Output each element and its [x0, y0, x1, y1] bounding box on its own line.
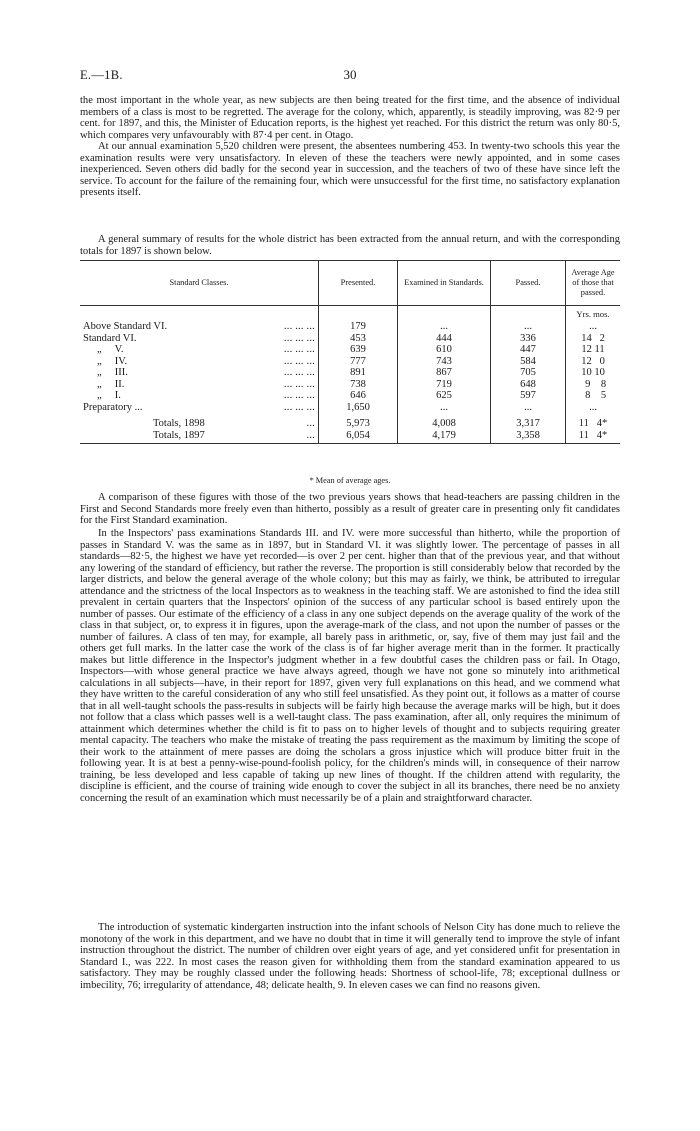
row-label: „ V.	[97, 344, 124, 355]
row-label: „ II.	[97, 378, 125, 390]
page-header	[80, 68, 620, 82]
cell-age-years: 10	[581, 367, 592, 378]
cell-presented: 646	[319, 390, 398, 402]
cell-examined: ...	[398, 321, 491, 333]
row-label: „ III.	[97, 367, 128, 378]
cell-passed: 584	[491, 356, 566, 368]
cell-age	[566, 390, 621, 402]
cell-age-months: ...	[589, 401, 597, 413]
col-header-examined: Examined in Standards.	[398, 261, 491, 306]
cell-age-years: 14	[581, 332, 592, 344]
cell-examined: 625	[398, 390, 491, 402]
cell-passed: 597	[491, 390, 566, 402]
results-table-container	[80, 260, 620, 444]
cell-age-years: 11	[578, 429, 589, 441]
cell-age-months: 2	[599, 332, 605, 344]
table-row	[80, 321, 620, 333]
totals-leader-dots: ...	[306, 429, 315, 441]
cell-presented: 1,650	[319, 402, 398, 414]
cell-presented: 738	[319, 379, 398, 391]
table-row	[80, 379, 620, 391]
cell-age	[566, 379, 621, 391]
cell-examined: 719	[398, 379, 491, 391]
table-row	[80, 356, 620, 368]
row-leader-dots: ... ... ...	[283, 378, 315, 390]
paragraph-6: The introduction of systematic kindergarten instruction into the infant schools of Nelson City has done much to relieve the monotony of the work in this department, and we have no doubt that in time it will generally tend to improve the style of infant instruction throughout the district. The number of children over eight years of age, and yet considered unfit for presentation in Standard I., was 222. In most cases the reason given for withholding them from the standard examination appeared to us satisfactory. They may be roughly classed under the following heads: Shortness of school-life, 78; exceptional dullness or imbecility, 76; irregularity of attendance, 48; delicate health, 9. In eleven cases we can find no reasons given.	[80, 922, 620, 991]
row-leader-dots: ... ... ...	[283, 355, 315, 367]
cell-age-months: 8	[600, 378, 607, 390]
table-header-row	[80, 261, 620, 306]
cell-age-years: 12	[581, 344, 592, 355]
table-footnote: * Mean of average ages.	[309, 476, 391, 485]
cell-age	[566, 321, 621, 333]
totals-label: Totals, 1897	[153, 429, 205, 441]
table-row	[80, 390, 620, 402]
cell-passed: 3,358	[491, 430, 566, 444]
row-leader-dots: ... ... ...	[283, 321, 315, 332]
cell-age	[566, 333, 621, 345]
cell-passed: 336	[491, 333, 566, 345]
row-leader-dots: ... ... ...	[283, 390, 315, 401]
table-row	[80, 402, 620, 414]
cell-presented: 179	[319, 321, 398, 333]
totals-leader-dots: ...	[306, 418, 315, 429]
cell-age-years: 11	[578, 418, 589, 429]
results-summary-table	[80, 260, 620, 444]
cell-age	[566, 418, 621, 430]
cell-age-months: 5	[600, 390, 607, 401]
table-subheader-row	[80, 306, 620, 322]
cell-presented: 777	[319, 356, 398, 368]
document-reference: E.—1B.	[80, 68, 123, 82]
cell-examined: ...	[398, 402, 491, 414]
cell-age	[566, 430, 621, 444]
cell-age-months: 4*	[596, 418, 608, 429]
row-leader-dots: ... ... ...	[283, 367, 315, 378]
age-unit-label: Yrs. mos.	[576, 309, 610, 320]
cell-presented: 453	[319, 333, 398, 345]
cell-age	[566, 402, 621, 414]
cell-age-years: 8	[585, 390, 591, 401]
row-leader-dots: ... ... ...	[283, 344, 315, 355]
cell-passed: 648	[491, 379, 566, 391]
col-header-passed: Passed.	[491, 261, 566, 306]
totals-label: Totals, 1898	[153, 418, 205, 429]
row-label: „ I.	[97, 390, 121, 401]
cell-presented: 639	[319, 344, 398, 356]
row-leader-dots: ... ... ...	[283, 401, 315, 413]
row-label: Standard VI.	[83, 332, 137, 344]
cell-age-months: 10	[594, 367, 605, 378]
cell-age-years: 12	[581, 355, 592, 367]
cell-passed: 447	[491, 344, 566, 356]
cell-age	[566, 344, 621, 356]
paragraph-1: the most important in the whole year, as new subjects are then being treated for the first time, and the absence of individual members of a class is most to be regretted. The average for the colony, which, apparently, is steadily improving, was 82·9 per cent. for 1897, and this, the Minister of Education reports, is the highest yet reached. For this district the return was only 80·5, which compares very unfavourably with 87·4 per cent. in Otago.	[80, 95, 620, 141]
cell-age	[566, 356, 621, 368]
table-row	[80, 344, 620, 356]
row-label: „ IV.	[97, 355, 128, 367]
cell-passed: ...	[491, 321, 566, 333]
cell-age-months: 0	[599, 355, 605, 367]
totals-row	[80, 430, 620, 444]
cell-examined: 4,179	[398, 430, 491, 444]
cell-age-months: ...	[589, 321, 597, 332]
paragraph-4: A comparison of these figures with those of the two previous years shows that head-teachers are passing children in the First and Second Standards more freely even than hitherto, possibly as a result of greater care in presenting only fit candidates for the First Standard examination.	[80, 492, 620, 526]
row-label: Preparatory ...	[83, 401, 143, 413]
cell-presented: 5,973	[319, 418, 398, 430]
cell-examined: 610	[398, 344, 491, 356]
cell-age-years: 9	[585, 378, 591, 390]
col-header-age: Average Age of those that passed.	[566, 261, 621, 306]
row-label: Above Standard VI.	[83, 321, 168, 332]
cell-examined: 444	[398, 333, 491, 345]
table-row	[80, 367, 620, 379]
page-number: 30	[343, 67, 357, 82]
cell-presented: 6,054	[319, 430, 398, 444]
cell-presented: 891	[319, 367, 398, 379]
cell-examined: 867	[398, 367, 491, 379]
row-leader-dots: ... ... ...	[283, 332, 315, 344]
paragraph-3: A general summary of results for the whole district has been extracted from the annual return, and with the corresponding totals for 1897 is shown below.	[80, 234, 620, 257]
cell-age-months: 11	[594, 344, 605, 355]
paragraph-2: At our annual examination 5,520 children were present, the absentees numbering 453. In twenty-two schools this year the examination results were very unsatisfactory. In eleven of these the teachers were newly appointed, and in some cases inexperienced. Seven others did badly for the second year in succession, and the teachers of two of these have since left the service. To account for the failure of the remaining four, which were unsuccessful for the first time, no satisfactory explanation presents itself.	[80, 141, 620, 198]
table-row	[80, 333, 620, 345]
cell-passed: 705	[491, 367, 566, 379]
cell-examined: 4,008	[398, 418, 491, 430]
cell-age-months: 4*	[596, 429, 608, 441]
cell-passed: ...	[491, 402, 566, 414]
col-header-presented: Presented.	[319, 261, 398, 306]
paragraph-5: In the Inspectors' pass examinations Standards III. and IV. were more successful than hitherto, while the proportion of passes in Standard V. was the same as in 1897, but in Standard VI. it was slightly lower. The percentage of passes in all standards—82·5, the highest we have yet recorded—is over 2 per cent. higher than that of the previous year, and that without any lowering of the standard of efficiency, but rather the reverse. The proportion is still considerably below that recorded by the larger districts, and below the general average of the whole colony; but this may as fairly, we think, be attributed to irregular attendance and the strictness of the local Inspectors as to weakness in the teaching staff. We are astonished to find the idea still prevalent in certain quarters that the Inspectors' opinion of the success of any particular school is based entirely upon the number of passes. Our estimate of the efficiency of a class in any one subject depends on the average quality of the work of the class in that subject, or, to express it in figures, upon the average-mark of the class, and not upon the number of passes or the number of failures. A class of ten may, for example, all barely pass in arithmetic, or, say, five of them may just fail and the others get full marks. In the latter case the work of the class is of far higher average merit than in the former. It practically makes but little difference in the Inspector's judgment whether in a few doubtful cases the children pass or fail. In Otago, Inspectors—with whose general practice we have always agreed, though we have not gone so minutely into arithmetical calculations in all subjects—have, in their report for 1897, given very full explanations on this head, and we commend what they have written to the careful consideration of any who still feel unsatisfied. As they point out, it follows as a matter of course that in all well-taught schools the pass-results in subjects will be fairly high because the average marks will be high, but it does not follow that a class which passes well is a well-taught class. The pass examination, after all, only requires the minimum of attainment which determines whether the child is fit to pass on to higher levels of thought and to subjects requiring greater mental capacity. The teachers who make the mistake of treating the pass requirement as the maximum by limiting the scope of their work to the attainment of mere passes are doing the scholars a gross injustice which will produce bitter fruit in the following year. It is at best a penny-wise-pound-foolish policy, for the children's minds will, in consequence of their narrow training, be less developed and less capable of taking up new lines of thought. If the children attend with regularity, the discipline is efficient, and the course of training wide enough to cover the subject in all its branches, there need be no anxiety concerning the result of an examination which must necessarily be of a plain and straightforward character.	[80, 528, 620, 804]
cell-age	[566, 367, 621, 379]
cell-examined: 743	[398, 356, 491, 368]
col-header-classes: Standard Classes.	[80, 261, 319, 306]
totals-row	[80, 418, 620, 430]
cell-passed: 3,317	[491, 418, 566, 430]
